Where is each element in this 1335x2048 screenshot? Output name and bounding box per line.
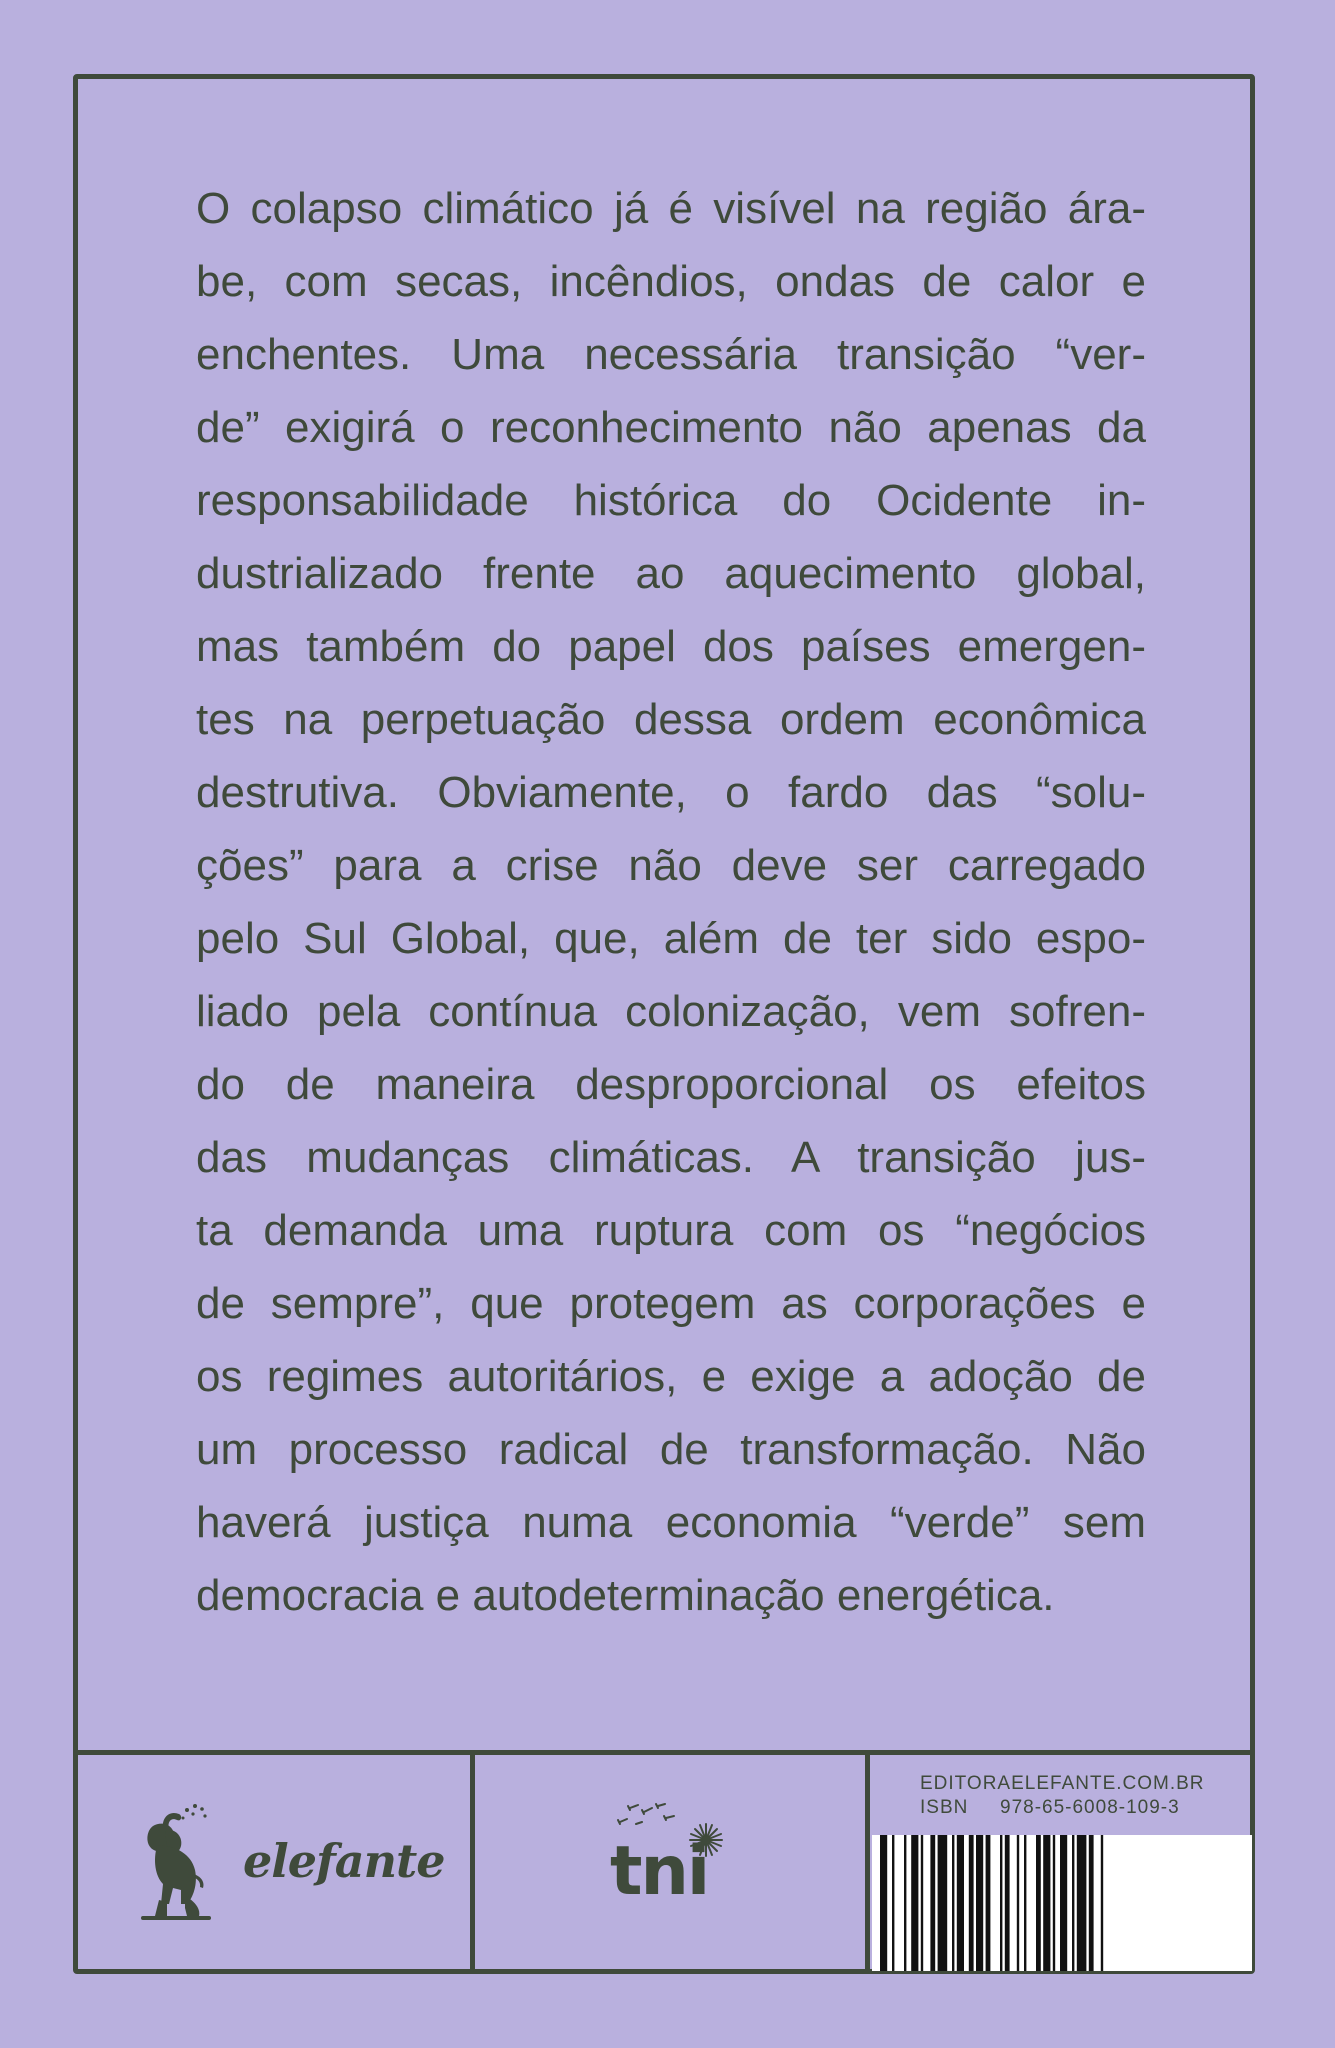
blurb-line: pelo Sul Global, que, além de ter sido espo- — [196, 914, 1146, 963]
blurb-line: liado pela contínua colonização, vem sofren- — [196, 987, 1146, 1036]
barcode-bar — [1036, 1835, 1041, 1971]
blurb-line: enchentes. Uma necessária transição “ver- — [196, 330, 1146, 379]
blurb-line: responsabilidade histórica do Ocidente in- — [196, 476, 1146, 525]
isbn-label: ISBN — [920, 1797, 969, 1818]
barcode-bar — [952, 1835, 954, 1971]
barcode-bar — [921, 1835, 923, 1971]
barcode-bar — [904, 1835, 906, 1971]
barcode-bar — [1072, 1835, 1074, 1971]
blurb-line: tes na perpetuação dessa ordem econômica — [196, 695, 1146, 744]
blurb-line: os regimes autoritários, e exige a adoção de — [196, 1352, 1146, 1401]
barcode-bar — [930, 1835, 935, 1971]
barcode-bar — [1077, 1835, 1087, 1971]
isbn-row — [920, 1796, 1205, 1820]
barcode-bar — [911, 1835, 918, 1971]
blurb-line: de” exigirá o reconhecimento não apenas da — [196, 403, 1146, 452]
blurb-line: haverá justiça numa economia “verde” sem — [196, 1498, 1146, 1547]
elefante-logo — [135, 1800, 445, 1925]
blurb-text — [196, 172, 1146, 1632]
blurb-line: democracia e autodeterminação energética. — [196, 1571, 1055, 1620]
barcode-bar — [957, 1835, 964, 1971]
blurb-line: mas também do papel dos países emergen- — [196, 622, 1146, 671]
blurb-line: O colapso climático já é visível na região ára- — [196, 184, 1146, 233]
blurb-line: ções” para a crise não deve ser carregado — [196, 841, 1146, 890]
barcode-bar — [1060, 1835, 1067, 1971]
barcode-bar — [986, 1835, 991, 1971]
footer-divider-right — [865, 1755, 870, 1969]
elefante-wordmark: elefante — [243, 1834, 445, 1888]
blurb-line: dustrializado frente ao aquecimento global, — [196, 549, 1146, 598]
website-url: EDITORAELEFANTE.COM.BR — [920, 1773, 1205, 1794]
barcode-bar — [1024, 1835, 1026, 1971]
barcode-bar — [1043, 1835, 1050, 1971]
blurb-line: do de maneira desproporcional os efeitos — [196, 1060, 1146, 1109]
blurb-line: ta demanda uma ruptura com os “negócios — [196, 1206, 1146, 1255]
barcode-bar — [1017, 1835, 1019, 1971]
blurb-line: um processo radical de transformação. Não — [196, 1425, 1146, 1474]
tni-logo — [600, 1800, 740, 1925]
barcode-bar — [1005, 1835, 1010, 1971]
blurb-line: be, com secas, incêndios, ondas de calor e — [196, 257, 1146, 306]
barcode-bar — [976, 1835, 983, 1971]
blurb-line: destrutiva. Obviamente, o fardo das “solu- — [196, 768, 1146, 817]
barcode-bar — [1053, 1835, 1055, 1971]
isbn-barcode — [872, 1835, 1252, 1971]
barcode-bar — [892, 1835, 894, 1971]
barcode-bar — [1101, 1835, 1103, 1971]
elephant-icon — [135, 1800, 235, 1925]
barcode-bar — [1000, 1835, 1002, 1971]
isbn-number: 978-65-6008-109-3 — [1000, 1797, 1180, 1818]
publisher-info — [920, 1772, 1205, 1820]
tni-wordmark: tni — [610, 1832, 709, 1911]
blurb-line: das mudanças climáticas. A transição jus- — [196, 1133, 1146, 1182]
barcode-bars — [872, 1835, 1252, 1971]
blurb-line: de sempre”, que protegem as corporações e — [196, 1279, 1146, 1328]
footer-divider-left — [470, 1755, 475, 1969]
barcode-bar — [938, 1835, 948, 1971]
barcode-bar — [1089, 1835, 1094, 1971]
barcode-bar — [969, 1835, 974, 1971]
barcode-bar — [880, 1835, 887, 1971]
